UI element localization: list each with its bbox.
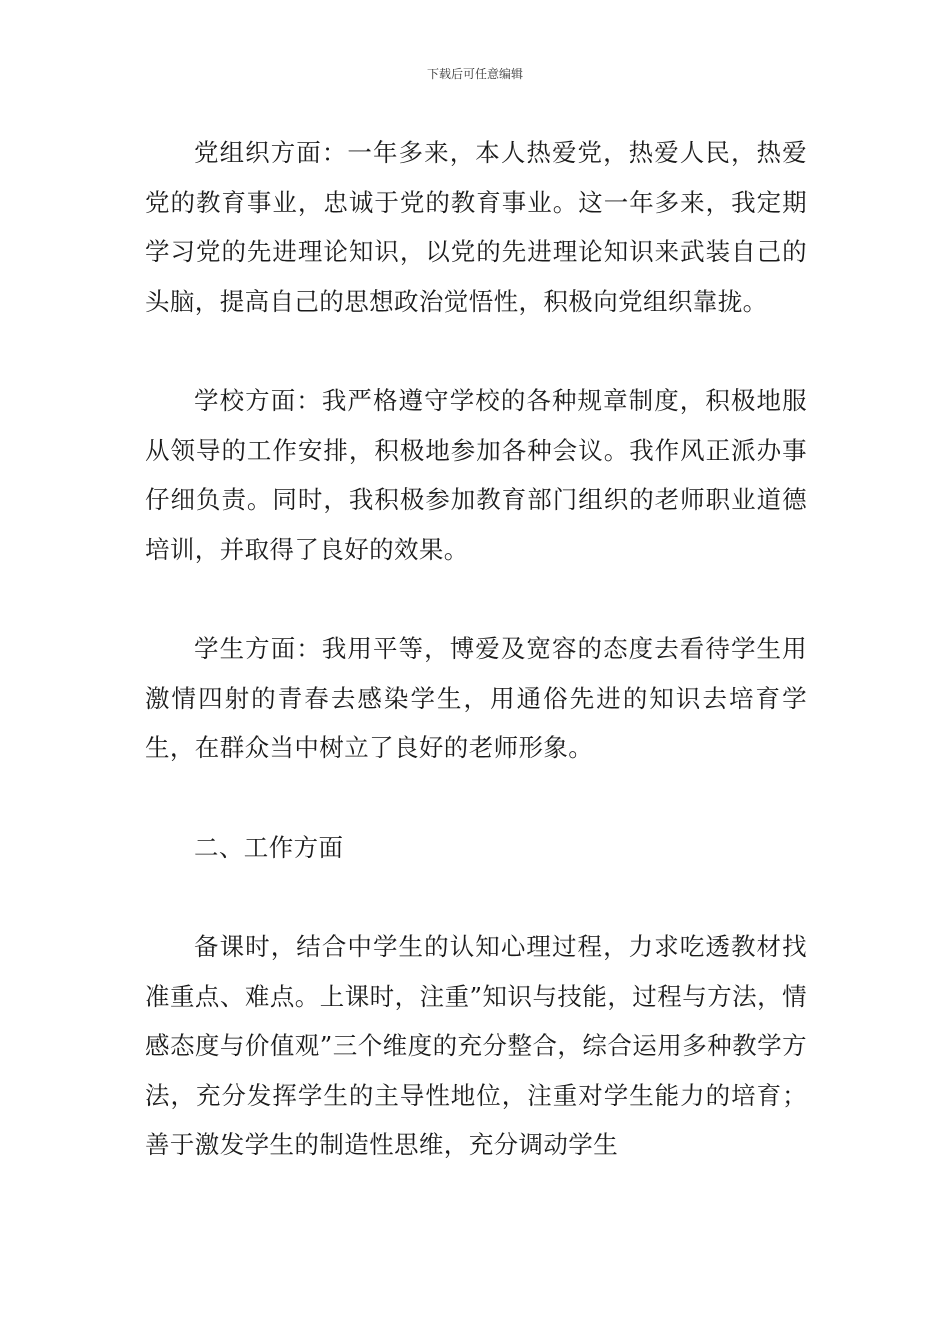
paragraph-lesson-prep: 备课时，结合中学生的认知心理过程，力求吃透教材找准重点、难点。上课时，注重”知识与技能，过程与方法，情感态度与价值观”三个维度的充分整合，综合运用多种教学方法，充分发挥学生的主导性地位，注重对学生能力的培育；善于激发学生的制造性思维，充分调动学生 (145, 932, 807, 1159)
paragraph-gap (145, 872, 807, 922)
document-body (145, 128, 807, 1170)
paragraph-gap (145, 574, 807, 624)
paragraph-gap (145, 773, 807, 823)
paragraph-school: 学校方面：我严格遵守学校的各种规章制度，积极地服从领导的工作安排，积极地参加各种会议。我作风正派办事仔细负责。同时，我积极参加教育部门组织的老师职业道德培训，并取得了良好的效果。 (145, 386, 807, 564)
section-heading-work: 二、工作方面 (194, 832, 344, 862)
paragraph-students: 学生方面：我用平等，博爱及宽容的态度去看待学生用激情四射的青春去感染学生，用通俗先进的知识去培育学生，在群众当中树立了良好的老师形象。 (145, 634, 807, 762)
page-header: 下载后可任意编辑 (426, 67, 523, 81)
paragraph-gap (145, 326, 807, 376)
paragraph-party-organization: 党组织方面：一年多来，本人热爱党，热爱人民，热爱党的教育事业，忠诚于党的教育事业。这一年多来，我定期学习党的先进理论知识，以党的先进理论知识来武装自己的头脑，提高自己的思想政治觉悟性，积极向党组织靠拢。 (145, 138, 807, 316)
